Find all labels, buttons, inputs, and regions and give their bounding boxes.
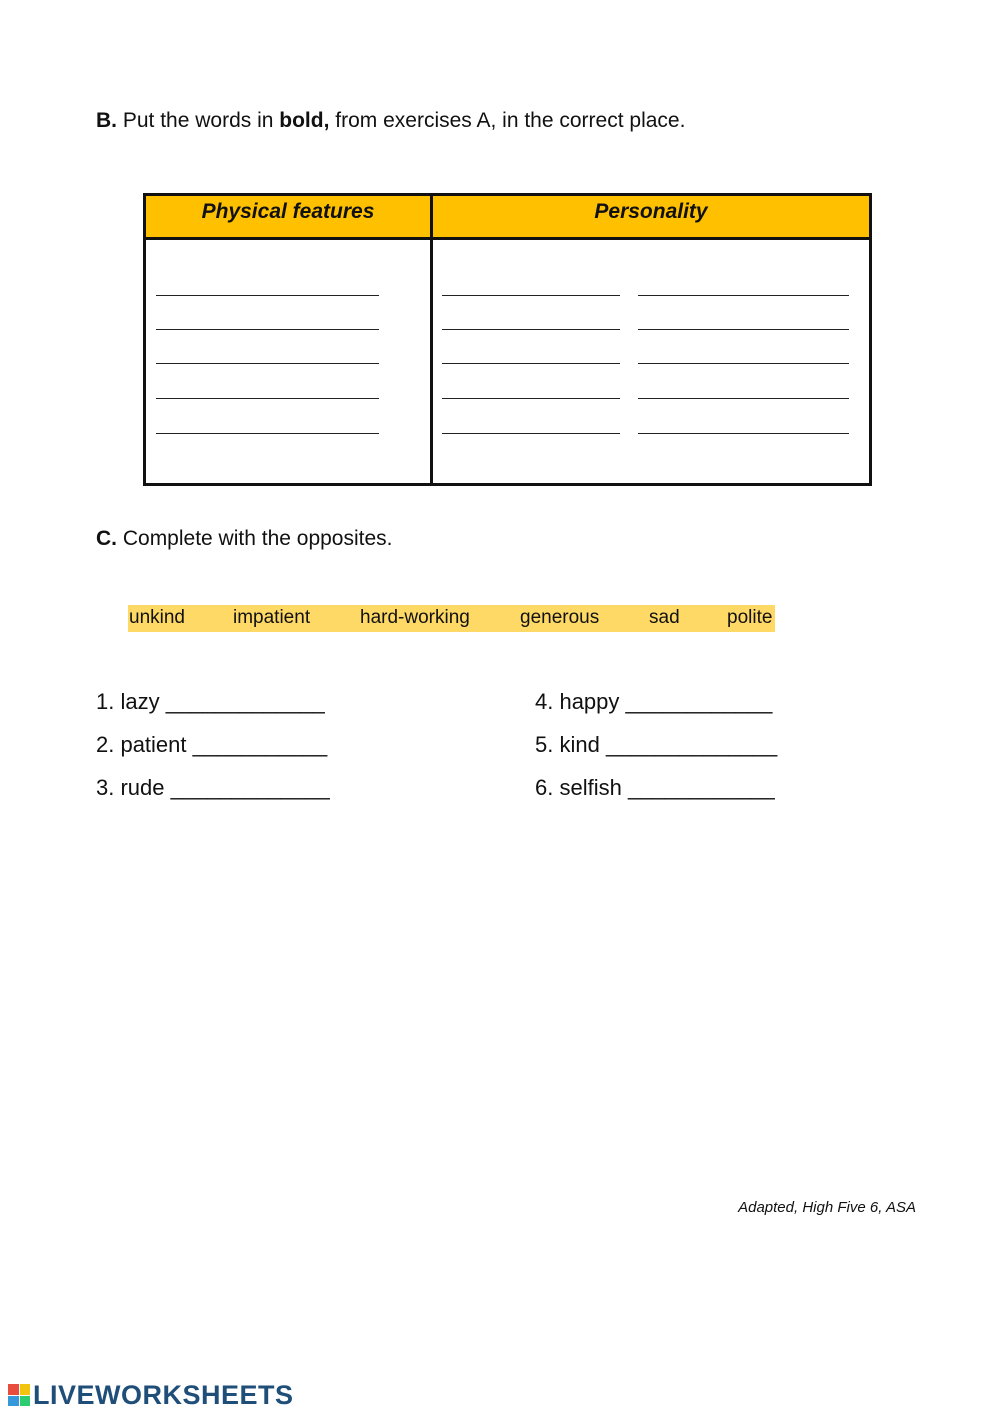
physical-answer-line-3[interactable] — [156, 363, 379, 364]
section-b-text-after: from exercises A, in the correct place. — [335, 109, 686, 132]
answer-blank[interactable]: ______________ — [605, 732, 778, 757]
physical-answer-line-2[interactable] — [156, 329, 379, 330]
section-c-text: Complete with the opposites. — [122, 527, 393, 550]
opposite-item-6 — [535, 775, 775, 801]
liveworksheets-logo[interactable] — [8, 1381, 294, 1409]
section-b-bold-word: bold, — [279, 109, 330, 132]
item-label: 1. lazy — [96, 689, 160, 714]
answer-blank[interactable]: ____________ — [627, 775, 775, 800]
item-label: 2. patient — [96, 732, 187, 757]
word-bank-item: unkind — [129, 607, 185, 628]
opposite-item-3 — [96, 775, 330, 801]
section-b-instruction — [96, 109, 685, 133]
item-label: 6. selfish — [535, 775, 622, 800]
header-physical-features: Physical features — [201, 200, 375, 223]
section-b-text-before: Put the words in — [122, 109, 274, 132]
opposite-item-5 — [535, 732, 777, 758]
personality-answer-line-3[interactable] — [442, 363, 620, 364]
item-label: 3. rude — [96, 775, 165, 800]
word-bank-item: impatient — [233, 607, 311, 628]
personality-answer-line-2[interactable] — [442, 329, 620, 330]
classification-table — [143, 193, 872, 486]
section-b-letter: B. — [96, 109, 117, 132]
answer-blank[interactable]: _____________ — [165, 689, 325, 714]
personality-answer-line-4[interactable] — [442, 398, 620, 399]
liveworksheets-brand-text: LIVEWORKSHEETS — [33, 1379, 294, 1410]
personality-answer-line-7[interactable] — [638, 329, 849, 330]
personality-answer-line-8[interactable] — [638, 363, 849, 364]
table-column-divider — [430, 196, 433, 483]
physical-answer-line-5[interactable] — [156, 433, 379, 434]
item-label: 4. happy — [535, 689, 620, 714]
physical-answer-line-1[interactable] — [156, 295, 379, 296]
answer-blank[interactable]: ____________ — [625, 689, 773, 714]
word-bank-item: hard-working — [360, 607, 470, 628]
word-bank-item: generous — [520, 607, 600, 628]
opposite-item-4 — [535, 689, 772, 715]
answer-blank[interactable]: _____________ — [170, 775, 330, 800]
physical-answer-line-4[interactable] — [156, 398, 379, 399]
section-c-letter: C. — [96, 527, 117, 550]
word-bank-item: polite — [727, 607, 773, 628]
source-credit: Adapted, High Five 6, ASA — [738, 1199, 916, 1216]
personality-answer-line-9[interactable] — [638, 398, 849, 399]
item-label: 5. kind — [535, 732, 600, 757]
word-bank — [128, 605, 775, 632]
answer-blank[interactable]: ___________ — [192, 732, 328, 757]
opposite-item-2 — [96, 732, 327, 758]
header-personality: Personality — [594, 200, 708, 223]
section-c-instruction — [96, 527, 393, 551]
personality-answer-line-6[interactable] — [638, 295, 849, 296]
opposite-item-1 — [96, 689, 325, 715]
personality-answer-line-1[interactable] — [442, 295, 620, 296]
liveworksheets-logo-icon — [8, 1384, 30, 1406]
word-bank-item: sad — [649, 607, 680, 628]
personality-answer-line-10[interactable] — [638, 433, 849, 434]
personality-answer-line-5[interactable] — [442, 433, 620, 434]
